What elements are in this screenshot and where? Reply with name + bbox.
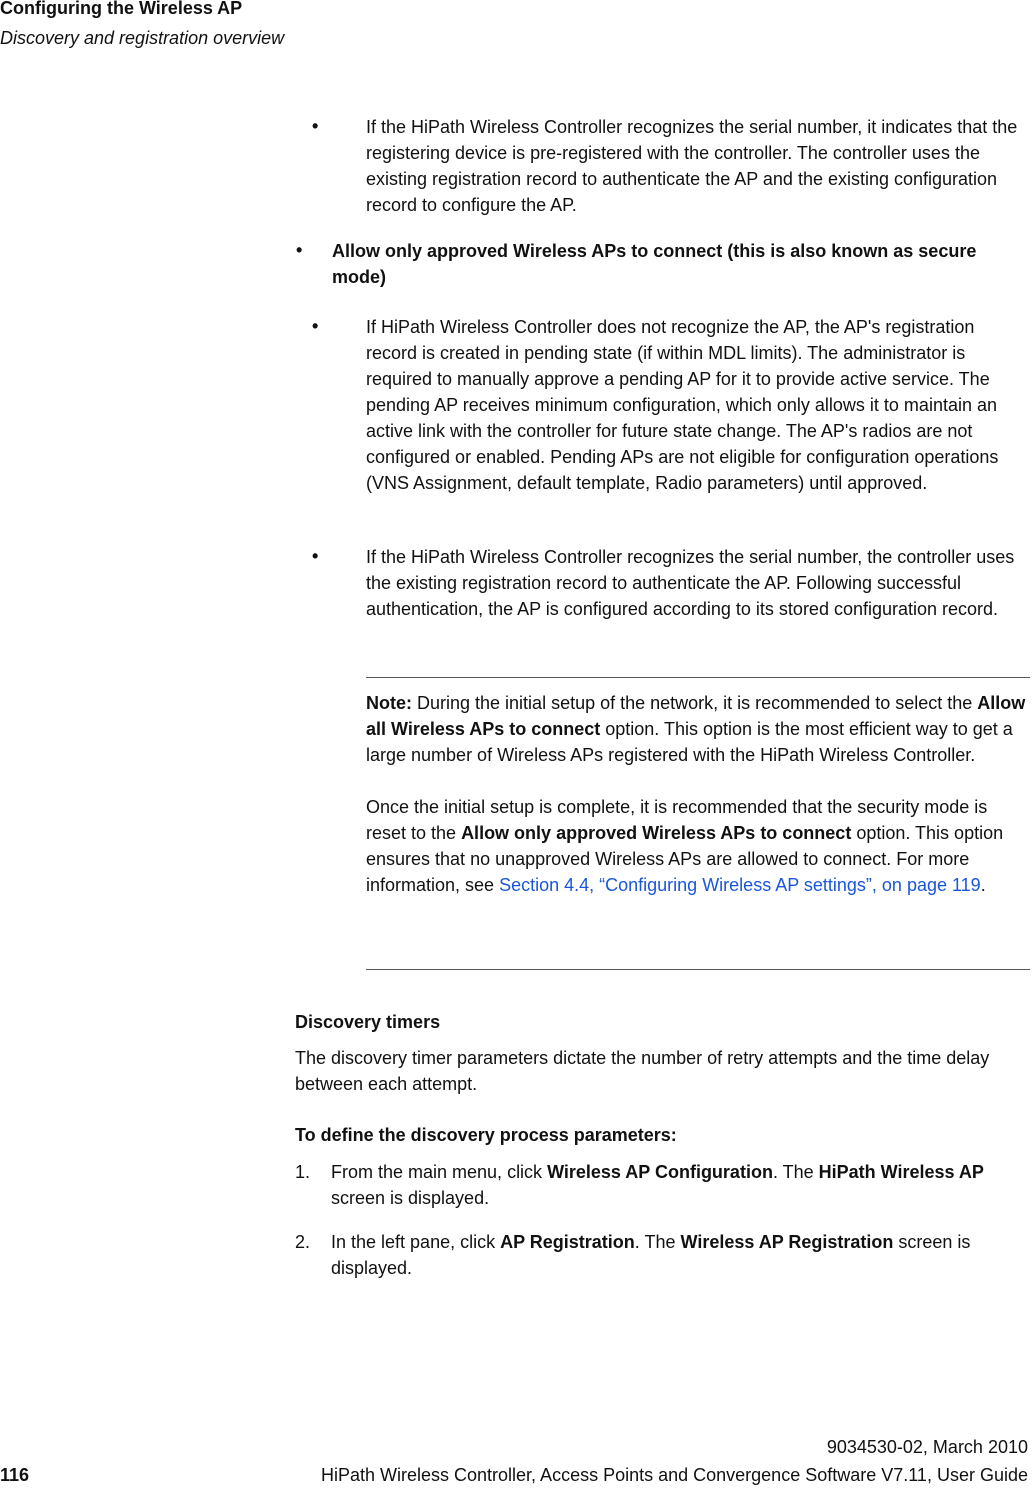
chapter-title: Configuring the Wireless AP — [0, 0, 243, 18]
step-1: From the main menu, click Wireless AP Configuration. The HiPath Wireless AP screen is displayed. — [331, 1162, 984, 1208]
secure-mode-heading: Allow only approved Wireless APs to connect (this is also known as secure mode) — [332, 241, 977, 287]
bullet-marker: • — [296, 240, 303, 260]
note-top-rule — [366, 677, 1030, 678]
procedure-heading: To define the discovery process parameters: — [295, 1125, 677, 1145]
note-paragraph-2: Once the initial setup is complete, it is recommended that the security mode is reset to the Allow only approved Wireless APs to connect option. This option ensures that no unapproved Wireless APs are allowed to connect. For more information, see Section 4.4, “Configuring Wireless AP settings”, on page 119. — [366, 797, 1004, 895]
bullet-preregistered: If the HiPath Wireless Controller recognizes the serial number, it indicates that the registering device is pre-registered with the controller. The controller uses the existing registration record to authenticate the AP and the existing configuration record to configure the AP. — [366, 117, 1018, 215]
step-number: 2. — [295, 1232, 311, 1252]
bullet-recognized-serial: If the HiPath Wireless Controller recognizes the serial number, the controller uses the existing registration record to authenticate the AP. Following successful authentication, the AP is configured according to its stored configuration record. — [366, 547, 1015, 619]
bullet-marker: • — [312, 546, 319, 566]
step-number: 1. — [295, 1162, 311, 1182]
step-2: In the left pane, click AP Registration. The Wireless AP Registration screen is displayed. — [331, 1232, 971, 1278]
discovery-timers-heading: Discovery timers — [295, 1012, 441, 1032]
bullet-marker: • — [312, 316, 319, 336]
footer-doc-id: 9034530-02, March 2010 — [826, 1437, 1028, 1457]
footer-guide-title: HiPath Wireless Controller, Access Points and Convergence Software V7.11, User Guide — [320, 1465, 1028, 1485]
note-paragraph-1: Note: During the initial setup of the network, it is recommended to select the Allow all Wireless APs to connect option. This option is the most efficient way to get a large number of Wireless APs registered with the HiPath Wireless Controller. — [366, 693, 1026, 765]
section-link[interactable]: Section 4.4, “Configuring Wireless AP settings”, on page 119 — [499, 875, 981, 895]
note-box — [366, 690, 1030, 898]
discovery-timers-body: The discovery timer parameters dictate the number of retry attempts and the time delay between each attempt. — [295, 1048, 990, 1094]
section-subtitle: Discovery and registration overview — [0, 28, 285, 48]
bullet-marker: • — [312, 116, 319, 136]
page-number: 116 — [0, 1465, 30, 1485]
bullet-pending-ap: If HiPath Wireless Controller does not recognize the AP, the AP's registration record is created in pending state (if within MDL limits). The administrator is required to manually approve a pending AP for it to provide active service. The pending AP receives minimum configuration, which only allows it to maintain an active link with the controller for future state change. The AP's radios are not configured or enabled. Pending APs are not eligible for configuration operations (VNS Assignment, default template, Radio parameters) until approved. — [366, 317, 999, 493]
note-bottom-rule — [366, 969, 1030, 970]
note-label: Note: — [366, 693, 412, 713]
